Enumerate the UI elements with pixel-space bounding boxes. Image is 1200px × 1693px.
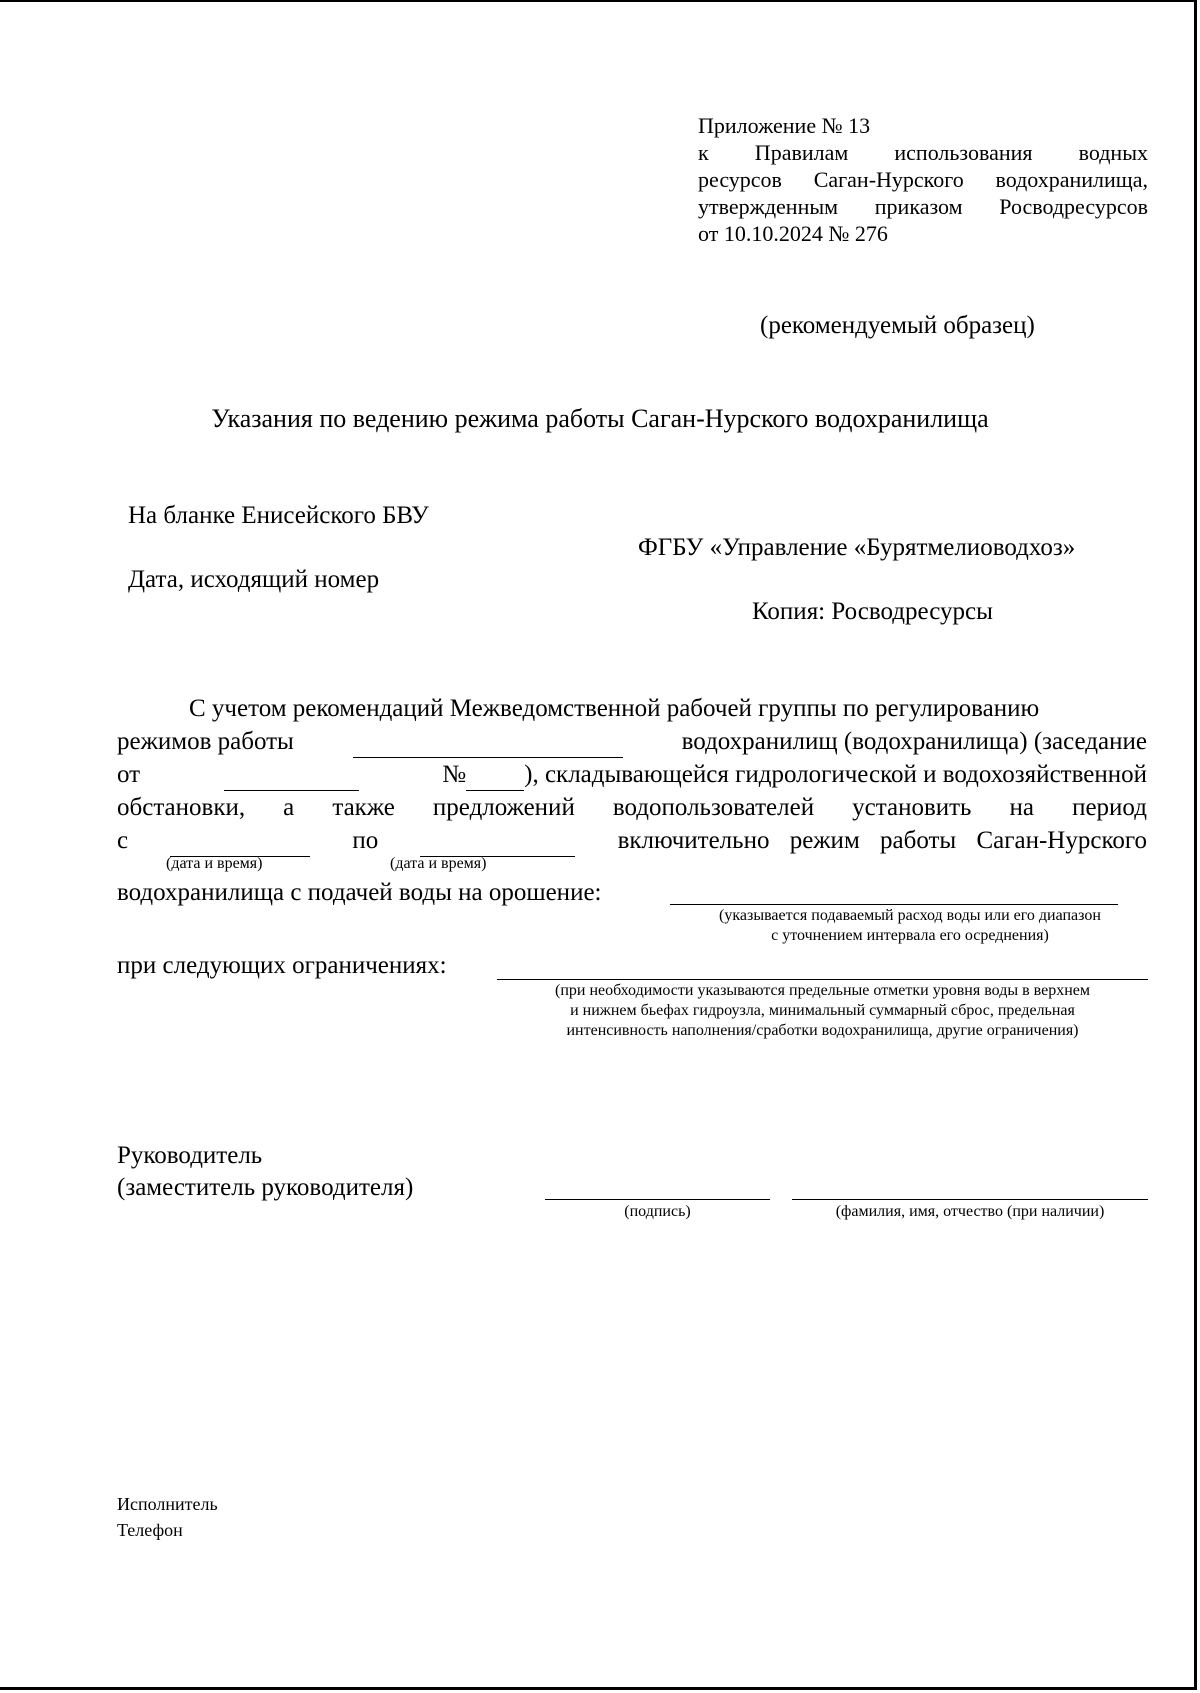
paragraph-line-1: С учетом рекомендаций Межведомственной рабочей группы по регулированию: [189, 695, 1040, 722]
period-end-field[interactable]: [420, 832, 575, 857]
hint-start-date: (дата и время): [166, 855, 263, 872]
phone-label: Телефон: [117, 1520, 183, 1540]
signer-role-deputy: (заместитель руководителя): [117, 1174, 414, 1201]
paragraph-line-2: режимов работы водохранилищ (водохранилища) (заседание: [117, 725, 1147, 758]
body-paragraph: [117, 692, 1147, 857]
paragraph-line-5: с по включительно режим работы Саган-Нурского: [117, 824, 1147, 857]
restrictions-field[interactable]: [497, 979, 1148, 980]
copy-recipient: Копия: Росводресурсы: [752, 598, 993, 625]
signature-hint: (подпись): [624, 1203, 691, 1220]
full-name-hint: (фамилия, имя, отчество (при наличии): [835, 1203, 1105, 1220]
appendix-line-2: ресурсов Саган-Нурского водохранилища,: [698, 167, 1148, 192]
paragraph-line-4: обстановки, а также предложений водопользователей установить на период: [117, 794, 1147, 821]
signature-field[interactable]: [545, 1199, 770, 1200]
hint-limits-2: и нижнем бьефах гидроузла, минимальный суммарный сброс, предельная: [570, 1002, 1075, 1019]
full-name-field[interactable]: [792, 1199, 1148, 1200]
meeting-number-field[interactable]: [466, 766, 524, 791]
executor-label: Исполнитель: [117, 1494, 218, 1514]
hint-limits-3: интенсивность наполнения/сработки водохранилища, другие ограничения): [566, 1022, 1079, 1039]
appendix-line-3: утвержденным приказом Росводресурсов: [698, 194, 1148, 219]
appendix-line-1: к Правилам использования водных: [698, 140, 1148, 165]
appendix-line-4: от 10.10.2024 № 276: [698, 221, 888, 246]
paragraph-line-3: от № ), складывающейся гидрологической и водохозяйственной: [117, 758, 1147, 791]
meeting-date-field[interactable]: [224, 766, 359, 791]
signer-role: Руководитель: [117, 1142, 263, 1169]
hint-flow-1: (указывается подаваемый расход воды или его диапазон: [719, 907, 1101, 924]
hint-flow-2: с уточнением интервала его осреднения): [771, 927, 1049, 944]
date-number-note: Дата, исходящий номер: [128, 566, 380, 593]
appendix-number: Приложение № 13: [698, 113, 871, 138]
appendix-block: [698, 112, 1148, 247]
irrigation-label: водохранилища с подачей воды на орошение:: [117, 879, 602, 906]
hint-limits-1: (при необходимости указываются предельные отметки уровня воды в верхнем: [555, 982, 1090, 999]
sample-label: (рекомендуемый образец): [760, 312, 1035, 339]
recipient: ФГБУ «Управление «Бурятмелиоводхоз»: [638, 534, 1076, 561]
hint-end-date: (дата и время): [390, 855, 487, 872]
document-title: Указания по ведению режима работы Саган-Нурского водохранилища: [211, 404, 989, 433]
period-start-field[interactable]: [170, 832, 310, 857]
reservoirs-field[interactable]: [353, 733, 623, 758]
irrigation-flow-field[interactable]: [670, 904, 1118, 905]
letterhead-note: На бланке Енисейского БВУ: [128, 502, 429, 529]
restrictions-label: при следующих ограничениях:: [117, 952, 447, 979]
